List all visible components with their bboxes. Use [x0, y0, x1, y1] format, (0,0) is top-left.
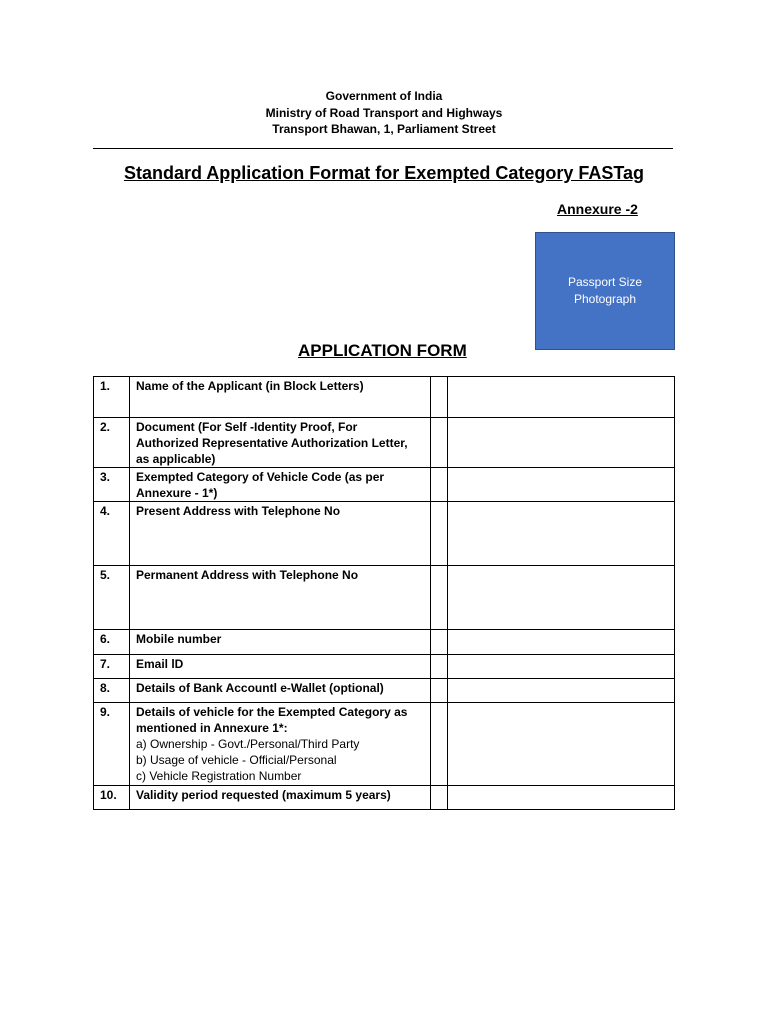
- row-number: 5.: [94, 566, 130, 630]
- row-label-line: Exempted Category of Vehicle Code (as per: [136, 470, 385, 484]
- row-sub-line: b) Usage of vehicle - Official/Personal: [136, 753, 337, 767]
- row-number: 3.: [94, 468, 130, 502]
- form-row-mobile: [94, 630, 675, 655]
- form-row-vehicle-details: [94, 703, 675, 786]
- row-label-line: Annexure - 1*): [136, 486, 218, 500]
- row-label-line: Authorized Representative Authorization Letter,: [136, 436, 408, 450]
- row-label-line: Validity period requested (maximum 5 years): [136, 788, 391, 802]
- header-line-ministry: Ministry of Road Transport and Highways: [265, 105, 503, 120]
- bank-account-field[interactable]: [448, 679, 675, 703]
- row-gap-cell: [431, 502, 448, 566]
- row-number: 8.: [94, 679, 130, 703]
- row-gap-cell: [431, 655, 448, 679]
- row-gap-cell: [431, 566, 448, 630]
- permanent-address-field[interactable]: [448, 566, 675, 630]
- form-row-applicant-name: [94, 377, 675, 418]
- category-code-field[interactable]: [448, 468, 675, 502]
- photo-box-line-1: Passport Size: [567, 275, 643, 289]
- application-form-table: [93, 376, 675, 810]
- row-label-line: mentioned in Annexure 1*:: [136, 721, 288, 735]
- form-title: APPLICATION FORM: [298, 341, 467, 360]
- document-field[interactable]: [448, 418, 675, 468]
- row-label-line: Details of Bank Accountl e-Wallet (optional): [136, 681, 384, 695]
- row-label-line: Permanent Address with Telephone No: [136, 568, 359, 582]
- row-label-line: Document (For Self -Identity Proof, For: [136, 420, 358, 434]
- present-address-field[interactable]: [448, 502, 675, 566]
- row-label: [130, 377, 431, 418]
- row-gap-cell: [431, 703, 448, 786]
- photo-box-line-2: Photograph: [573, 292, 637, 306]
- row-number: 2.: [94, 418, 130, 468]
- form-row-document: [94, 418, 675, 468]
- row-sub-line: a) Ownership - Govt./Personal/Third Party: [136, 737, 360, 751]
- document-title: Standard Application Format for Exempted Category FASTag: [123, 163, 645, 183]
- passport-photo-box: [535, 232, 675, 350]
- row-label: [130, 502, 431, 566]
- header-line-address: Transport Bhawan, 1, Parliament Street: [272, 122, 496, 136]
- row-number: 9.: [94, 703, 130, 786]
- row-gap-cell: [431, 468, 448, 502]
- row-number: 7.: [94, 655, 130, 679]
- row-number: 6.: [94, 630, 130, 655]
- applicant-name-field[interactable]: [448, 377, 675, 418]
- row-label: [130, 630, 431, 655]
- form-row-email: [94, 655, 675, 679]
- form-row-bank-account: [94, 679, 675, 703]
- form-row-category-code: [94, 468, 675, 502]
- row-label-line: Mobile number: [136, 632, 222, 646]
- row-number: 4.: [94, 502, 130, 566]
- row-label-line: as applicable): [136, 452, 216, 466]
- row-label: [130, 655, 431, 679]
- row-label: [130, 703, 431, 786]
- document-header: [0, 88, 768, 138]
- row-label: [130, 468, 431, 502]
- row-label-line: Email lD: [136, 657, 184, 671]
- vehicle-details-field[interactable]: [448, 703, 675, 786]
- row-label-line: Details of vehicle for the Exempted Category as: [136, 705, 408, 719]
- row-sub-line: c) Vehicle Registration Number: [136, 769, 302, 783]
- header-divider: [93, 148, 673, 149]
- validity-field[interactable]: [448, 786, 675, 810]
- form-row-permanent-address: [94, 566, 675, 630]
- email-field[interactable]: [448, 655, 675, 679]
- annexure-label: Annexure -2: [557, 201, 638, 217]
- form-row-validity: [94, 786, 675, 810]
- header-line-government: Government of India: [325, 89, 443, 103]
- row-gap-cell: [431, 679, 448, 703]
- row-label: [130, 418, 431, 468]
- row-gap-cell: [431, 377, 448, 418]
- row-gap-cell: [431, 418, 448, 468]
- row-label-line: Present Address with Telephone No: [136, 504, 341, 518]
- row-number: 10.: [94, 786, 130, 810]
- row-label: [130, 679, 431, 703]
- row-label-line: Name of the Applicant (in Block Letters): [136, 379, 364, 393]
- row-label: [130, 786, 431, 810]
- mobile-field[interactable]: [448, 630, 675, 655]
- row-gap-cell: [431, 630, 448, 655]
- form-row-present-address: [94, 502, 675, 566]
- row-number: 1.: [94, 377, 130, 418]
- row-gap-cell: [431, 786, 448, 810]
- row-label: [130, 566, 431, 630]
